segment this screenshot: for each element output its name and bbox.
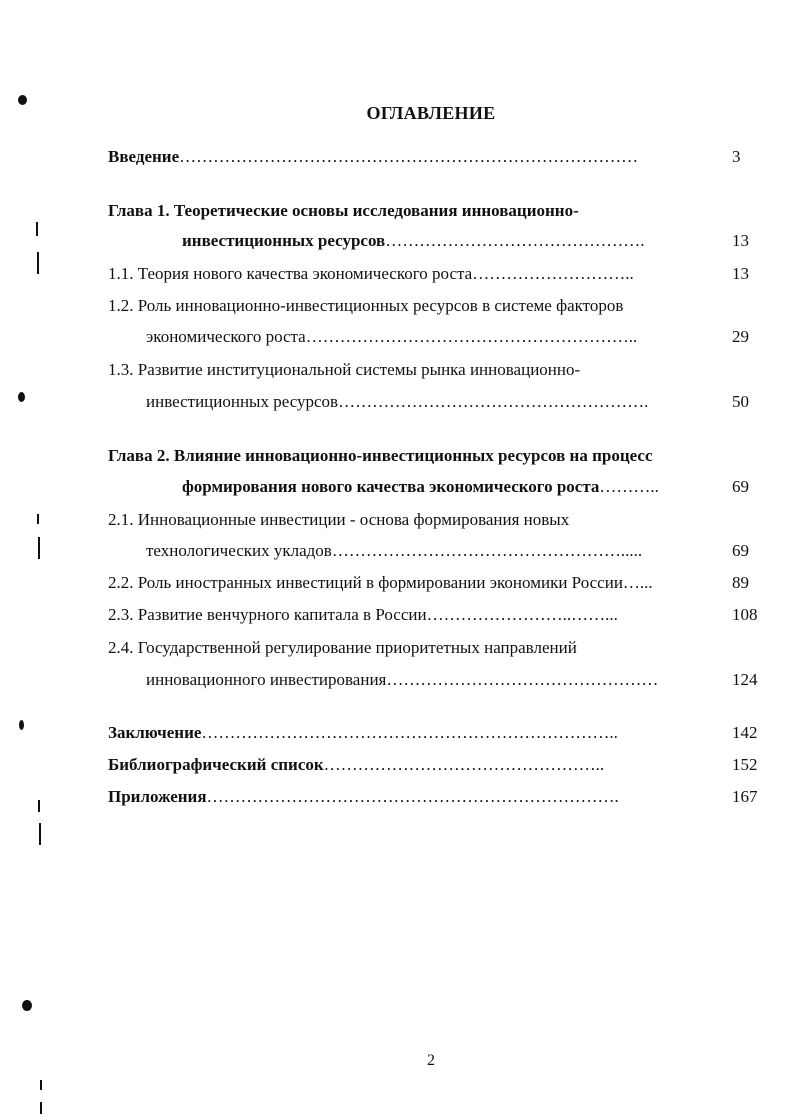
toc-entry-chapter2-cont <box>182 476 718 498</box>
toc-entry-text: формирования нового качества экономического роста <box>182 477 600 496</box>
toc-page-number: 13 <box>732 264 749 283</box>
toc-page-number: 124 <box>732 670 758 689</box>
toc-leader-dots: ……………………..……... <box>426 605 618 624</box>
scan-margin-mark <box>40 1102 42 1114</box>
toc-entry-section-2-4 <box>108 637 728 659</box>
toc-page-number: 69 <box>732 477 749 496</box>
toc-entry-intro <box>108 146 718 168</box>
toc-leader-dots: ……………………………………………………………………… <box>179 147 639 166</box>
scan-hole-mark <box>18 95 27 105</box>
toc-entry-text: 1.1. Теория нового качества экономического роста <box>108 264 473 283</box>
toc-entry-text: инновационного инвестирования <box>146 670 387 689</box>
toc-leader-dots: ……………………………………………………………….. <box>201 723 618 742</box>
scan-hole-mark <box>18 392 25 402</box>
toc-entry-section-1-2 <box>108 295 728 317</box>
toc-entry-section-2-3 <box>108 604 718 626</box>
toc-entry-text: 2.1. Инновационные инвестиции - основа формирования новых <box>108 510 570 529</box>
toc-page-number: 69 <box>732 541 749 560</box>
toc-entry-text: Приложения <box>108 787 207 806</box>
toc-entry-text: 2.4. Государственной регулирование приоритетных направлений <box>108 638 577 657</box>
toc-entry-text: 2.3. Развитие венчурного капитала в России <box>108 605 427 624</box>
toc-leader-dots: ………………………………………………………………. <box>206 787 619 806</box>
toc-entry-text: Введение <box>108 147 180 166</box>
toc-leader-dots: ……….. <box>599 477 659 496</box>
toc-leader-dots: ……………………………………………..... <box>331 541 643 560</box>
toc-entry-text: Глава 1. Теоретические основы исследования инновационно- <box>108 201 579 220</box>
scan-margin-mark <box>39 823 41 845</box>
toc-entry-text: инвестиционных ресурсов <box>182 231 386 250</box>
toc-entry-section-1-3-cont <box>146 391 718 413</box>
toc-leader-dots: ………………………………………………….. <box>305 327 638 346</box>
toc-page-number: 3 <box>732 147 741 166</box>
toc-entry-text: 1.2. Роль инновационно-инвестиционных ресурсов в системе факторов <box>108 296 624 315</box>
toc-entry-text: 1.3. Развитие институциональной системы рынка инновационно- <box>108 360 581 379</box>
toc-page-number: 108 <box>732 605 758 624</box>
toc-entry-chapter2 <box>108 445 738 467</box>
toc-leader-dots: ………………………………………. <box>385 231 645 250</box>
toc-entry-bibliography <box>108 754 718 776</box>
toc-page-number: 167 <box>732 787 758 806</box>
toc-page-number: 89 <box>732 573 749 592</box>
toc-entry-section-2-4-cont <box>146 669 718 691</box>
toc-entry-conclusion <box>108 722 718 744</box>
toc-entry-section-1-2-cont <box>146 326 718 348</box>
toc-page-number: 142 <box>732 723 758 742</box>
toc-page-number: 29 <box>732 327 749 346</box>
toc-leader-dots: ……………………….. <box>472 264 634 283</box>
scan-margin-mark <box>40 1080 42 1090</box>
toc-entry-appendices <box>108 786 718 808</box>
toc-leader-dots: ………………………………………….. <box>323 755 605 774</box>
scan-hole-mark <box>19 720 24 730</box>
toc-entry-text: экономического роста <box>146 327 306 346</box>
toc-entry-section-1-1 <box>108 263 718 285</box>
toc-entry-section-2-2 <box>108 572 718 594</box>
scan-margin-mark <box>38 800 40 812</box>
toc-entry-section-1-3 <box>108 359 728 381</box>
scan-margin-mark <box>38 537 40 559</box>
toc-entry-section-2-1-cont <box>146 540 718 562</box>
scan-hole-mark <box>22 1000 32 1011</box>
scan-margin-mark <box>37 514 39 524</box>
toc-page-number: 50 <box>732 392 749 411</box>
toc-leader-dots: ………………………………………… <box>386 670 659 689</box>
toc-leader-dots: …... <box>622 573 653 592</box>
scan-margin-mark <box>37 252 39 274</box>
scan-margin-mark <box>36 222 38 236</box>
toc-entry-text: технологических укладов <box>146 541 332 560</box>
toc-entry-text: Заключение <box>108 723 202 742</box>
toc-page-number: 13 <box>732 231 749 250</box>
toc-entry-text: Глава 2. Влияние инновационно-инвестиционных ресурсов на процесс <box>108 446 653 465</box>
toc-entry-text: Библиографический список <box>108 755 324 774</box>
toc-leader-dots: ………………………………………………. <box>338 392 649 411</box>
toc-entry-section-2-1 <box>108 509 728 531</box>
toc-page-number: 152 <box>732 755 758 774</box>
toc-entry-chapter1-cont <box>182 230 718 252</box>
page-number: 2 <box>427 1052 435 1069</box>
toc-entry-text: инвестиционных ресурсов <box>146 392 339 411</box>
toc-title: ОГЛАВЛЕНИЕ <box>366 103 496 123</box>
toc-entry-text: 2.2. Роль иностранных инвестиций в формировании экономики России <box>108 573 623 592</box>
toc-entry-chapter1 <box>108 200 728 222</box>
